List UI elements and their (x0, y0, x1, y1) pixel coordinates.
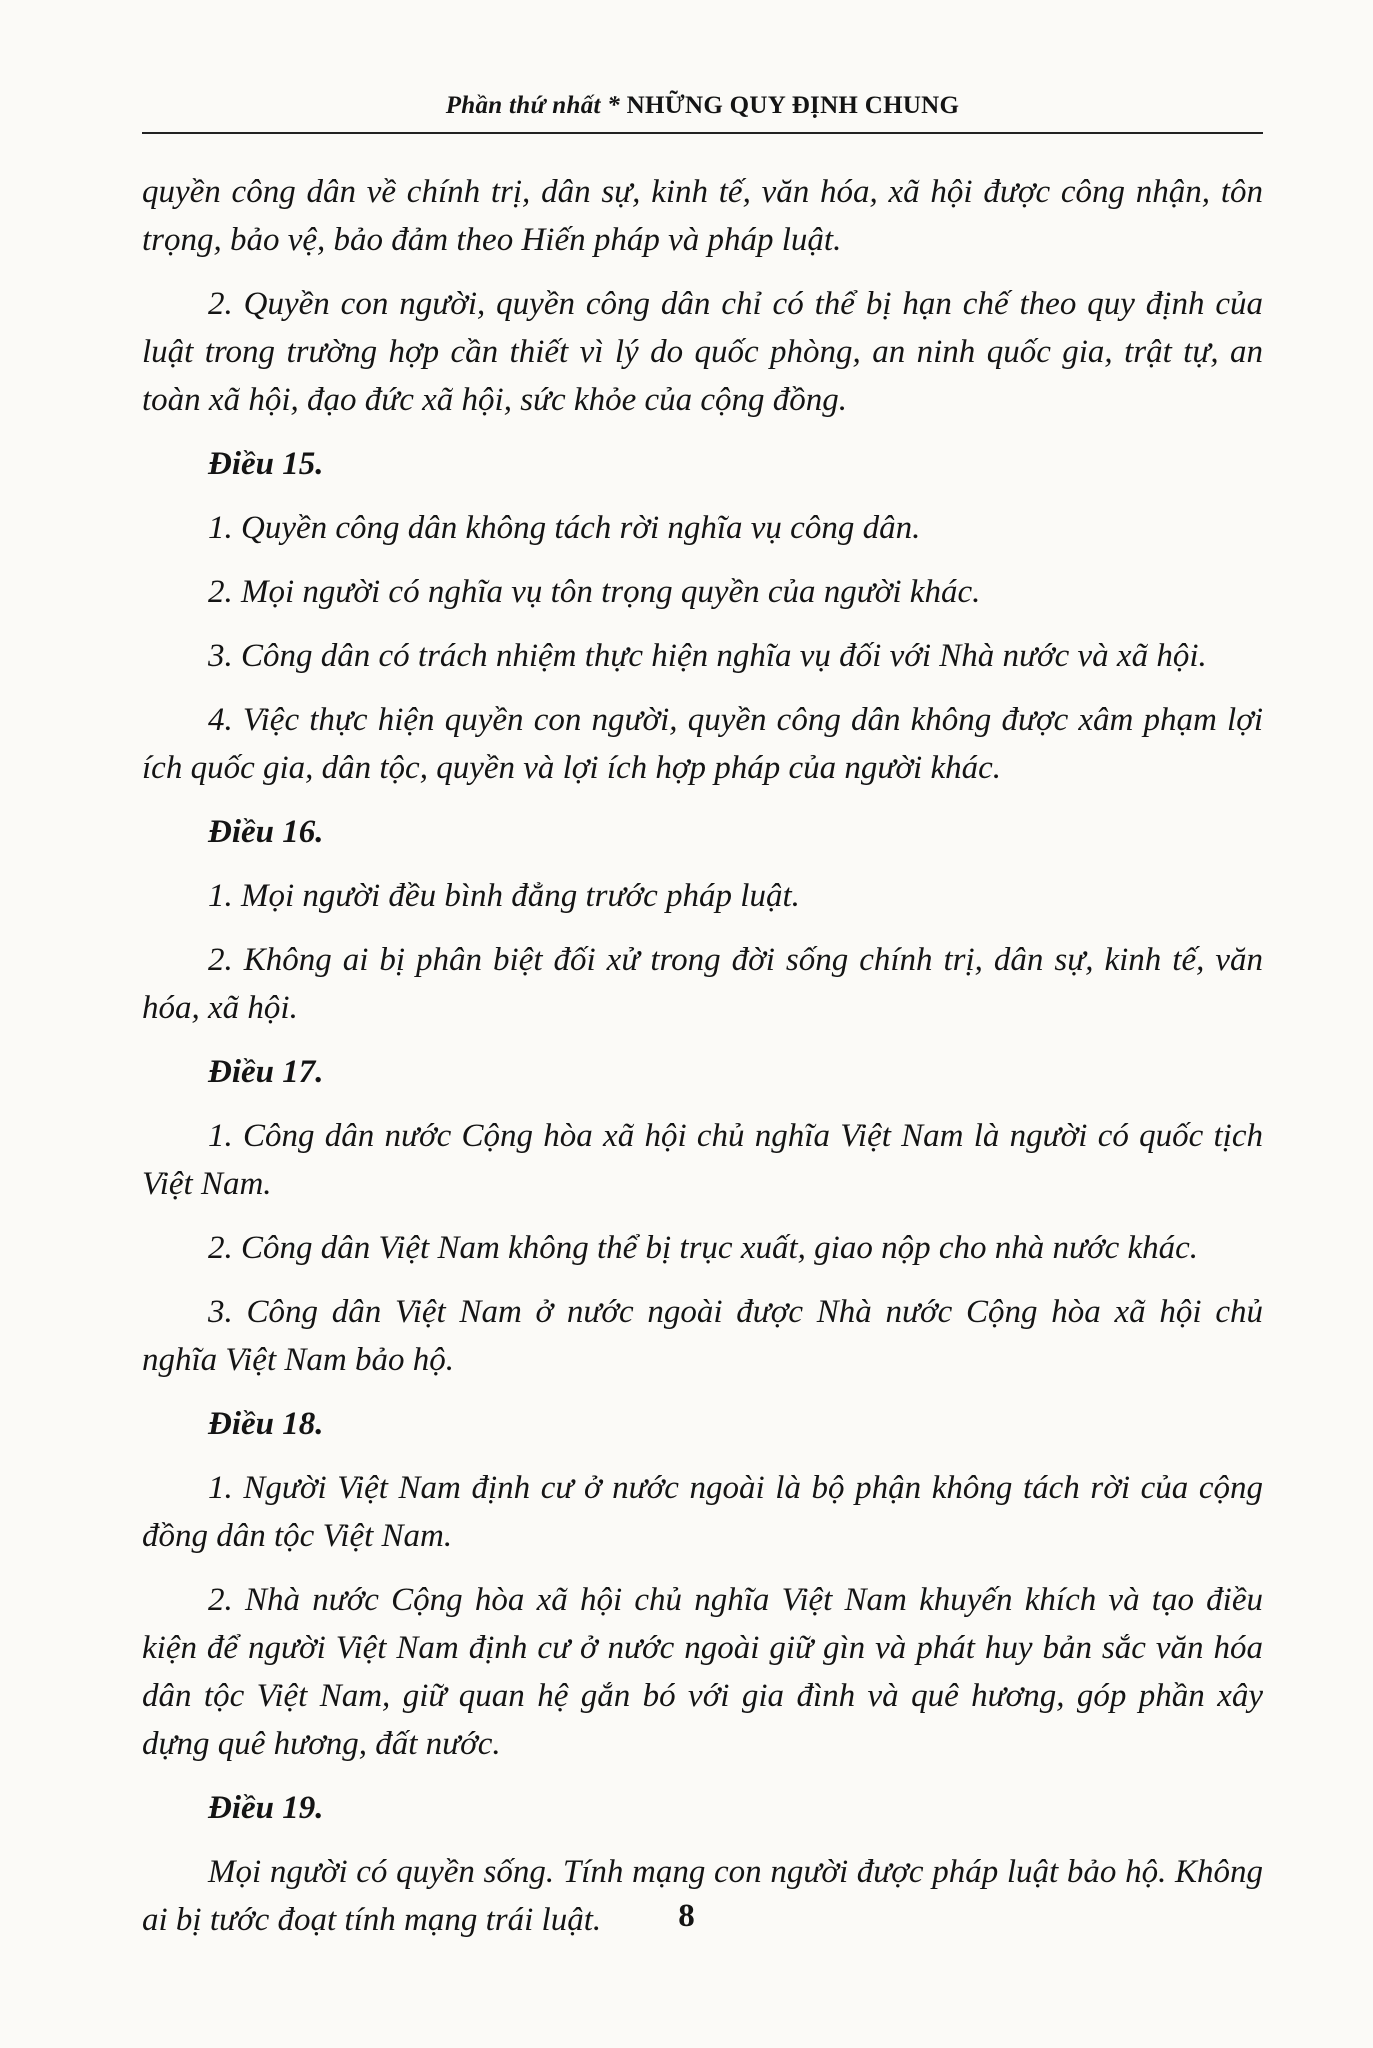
article-heading: Điều 19. (208, 1790, 324, 1826)
paragraph: quyền công dân về chính trị, dân sự, kinh tế, văn hóa, xã hội được công nhận, tôn trọng, bảo vệ, bảo đảm theo Hiến pháp và pháp luật. (142, 174, 1263, 258)
paragraph: 1. Người Việt Nam định cư ở nước ngoài là bộ phận không tách rời của cộng đồng dân tộc Việt Nam. (142, 1470, 1263, 1554)
article-heading: Điều 17. (208, 1054, 324, 1090)
paragraph: 2. Công dân Việt Nam không thể bị trục xuất, giao nộp cho nhà nước khác. (208, 1230, 1199, 1266)
article-heading: Điều 16. (208, 814, 324, 850)
section-title: NHỮNG QUY ĐỊNH CHUNG (626, 92, 960, 119)
body-text (142, 168, 1263, 1960)
paragraph: 1. Công dân nước Cộng hòa xã hội chủ nghĩa Việt Nam là người có quốc tịch Việt Nam. (142, 1118, 1263, 1202)
paragraph: 1. Quyền công dân không tách rời nghĩa vụ công dân. (208, 510, 921, 546)
paragraph: Mọi người có quyền sống. Tính mạng con người được pháp luật bảo hộ. Không ai bị tước đoạt tính mạng trái luật. (142, 1854, 1263, 1938)
paragraph: 2. Quyền con người, quyền công dân chỉ có thể bị hạn chế theo quy định của luật trong trường hợp cần thiết vì lý do quốc phòng, an ninh quốc gia, trật tự, an toàn xã hội, đạo đức xã hội, sức khỏe của cộng đồng. (142, 286, 1263, 418)
paragraph: 1. Mọi người đều bình đẳng trước pháp luật. (208, 878, 800, 914)
article-heading: Điều 15. (208, 446, 324, 482)
header-rule (142, 132, 1263, 134)
part-label: Phần thứ nhất * (445, 92, 621, 119)
paragraph: 2. Nhà nước Cộng hòa xã hội chủ nghĩa Việt Nam khuyến khích và tạo điều kiện để người Việt Nam định cư ở nước ngoài giữ gìn và phát huy bản sắc văn hóa dân tộc Việt Nam, giữ quan hệ gắn bó với gia đình và quê hương, góp phần xây dựng quê hương, đất nước. (142, 1582, 1263, 1762)
paragraph: 4. Việc thực hiện quyền con người, quyền công dân không được xâm phạm lợi ích quốc gia, dân tộc, quyền và lợi ích hợp pháp của người khác. (142, 702, 1263, 786)
page-number: 8 (678, 1898, 695, 1934)
paragraph: 3. Công dân Việt Nam ở nước ngoài được Nhà nước Cộng hòa xã hội chủ nghĩa Việt Nam bảo hộ. (142, 1294, 1263, 1378)
paragraph: 2. Không ai bị phân biệt đối xử trong đời sống chính trị, dân sự, kinh tế, văn hóa, xã hội. (142, 942, 1263, 1026)
paragraph: 3. Công dân có trách nhiệm thực hiện nghĩa vụ đối với Nhà nước và xã hội. (208, 638, 1207, 674)
paragraph: 2. Mọi người có nghĩa vụ tôn trọng quyền của người khác. (208, 574, 981, 610)
article-heading: Điều 18. (208, 1406, 324, 1442)
running-header (142, 92, 1263, 120)
